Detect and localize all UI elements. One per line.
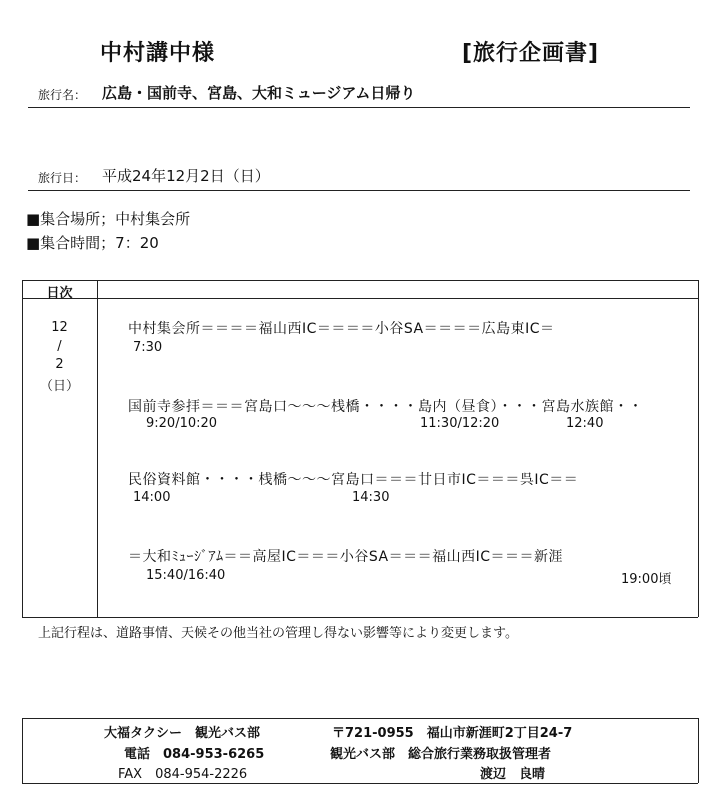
table-bottom-border xyxy=(22,617,698,618)
route-time: 14:00 xyxy=(133,490,171,505)
route-row: 国前寺参拝＝＝＝宮島口～～～桟橋・・・・島内（昼食）・・・宮島水族館・・ xyxy=(128,399,643,415)
trip-date-underline xyxy=(28,190,690,191)
schedule-change-note: 上記行程は、道路事情、天候その他当社の管理し得ない影響等により変更します。 xyxy=(38,626,518,641)
footer-bottom-border xyxy=(22,783,698,784)
trip-name-underline xyxy=(28,107,690,108)
route-time: 14:30 xyxy=(352,490,390,505)
day-date: 2 xyxy=(55,357,64,372)
table-right-border xyxy=(698,280,699,617)
document-title: [旅行企画書] xyxy=(462,41,600,66)
route-time: 7:30 xyxy=(133,340,163,355)
route-time: 12:40 xyxy=(566,416,604,431)
footer-left-border xyxy=(22,718,23,783)
route-time: 15:40/16:40 xyxy=(146,568,226,583)
addressee: 中村講中様 xyxy=(100,41,216,66)
trip-date-label: 旅行日： xyxy=(38,171,87,185)
manager-name: 渡辺 良晴 xyxy=(480,767,546,782)
route-time: 19:00頃 xyxy=(621,572,672,587)
route-time: 11:30/12:20 xyxy=(420,416,500,431)
day-slash: / xyxy=(57,339,62,354)
route-time: 9:20/10:20 xyxy=(146,416,218,431)
company-address: 〒721-0955 福山市新涯町2丁目24-7 xyxy=(332,726,573,741)
header-day: 日次 xyxy=(46,286,73,301)
meeting-time: ■集合時間；7：20 xyxy=(26,234,159,252)
route-row: ＝大和ﾐｭｰｼﾞｱﾑ＝＝高屋IC＝＝＝小谷SA＝＝＝福山西IC＝＝＝新涯 xyxy=(128,549,564,565)
company-phone: 電話 084-953-6265 xyxy=(124,747,265,762)
company-fax: FAX 084-954-2226 xyxy=(118,767,248,782)
table-column-divider xyxy=(97,280,98,617)
table-header-border xyxy=(22,298,698,299)
trip-name-value: 広島・国前寺、宮島、大和ミュージアム日帰り xyxy=(102,84,416,102)
footer-top-border xyxy=(22,718,698,719)
day-weekday: （日） xyxy=(39,379,79,394)
day-month: 12 xyxy=(51,320,68,335)
trip-name-label: 旅行名： xyxy=(38,88,87,102)
manager-title: 観光バス部 総合旅行業務取扱管理者 xyxy=(330,747,552,762)
meeting-place: ■集合場所；中村集会所 xyxy=(26,210,191,228)
company-name: 大福タクシー 観光バス部 xyxy=(104,726,261,741)
footer-right-border xyxy=(698,718,699,783)
route-row: 民俗資料館・・・・桟橋～～～宮島口＝＝＝廿日市IC＝＝＝呉IC＝＝ xyxy=(128,472,579,488)
route-row: 中村集会所＝＝＝＝福山西IC＝＝＝＝小谷SA＝＝＝＝広島東IC＝ xyxy=(128,321,555,337)
table-top-border xyxy=(22,280,698,281)
trip-date-value: 平成24年12月2日（日） xyxy=(102,167,270,185)
